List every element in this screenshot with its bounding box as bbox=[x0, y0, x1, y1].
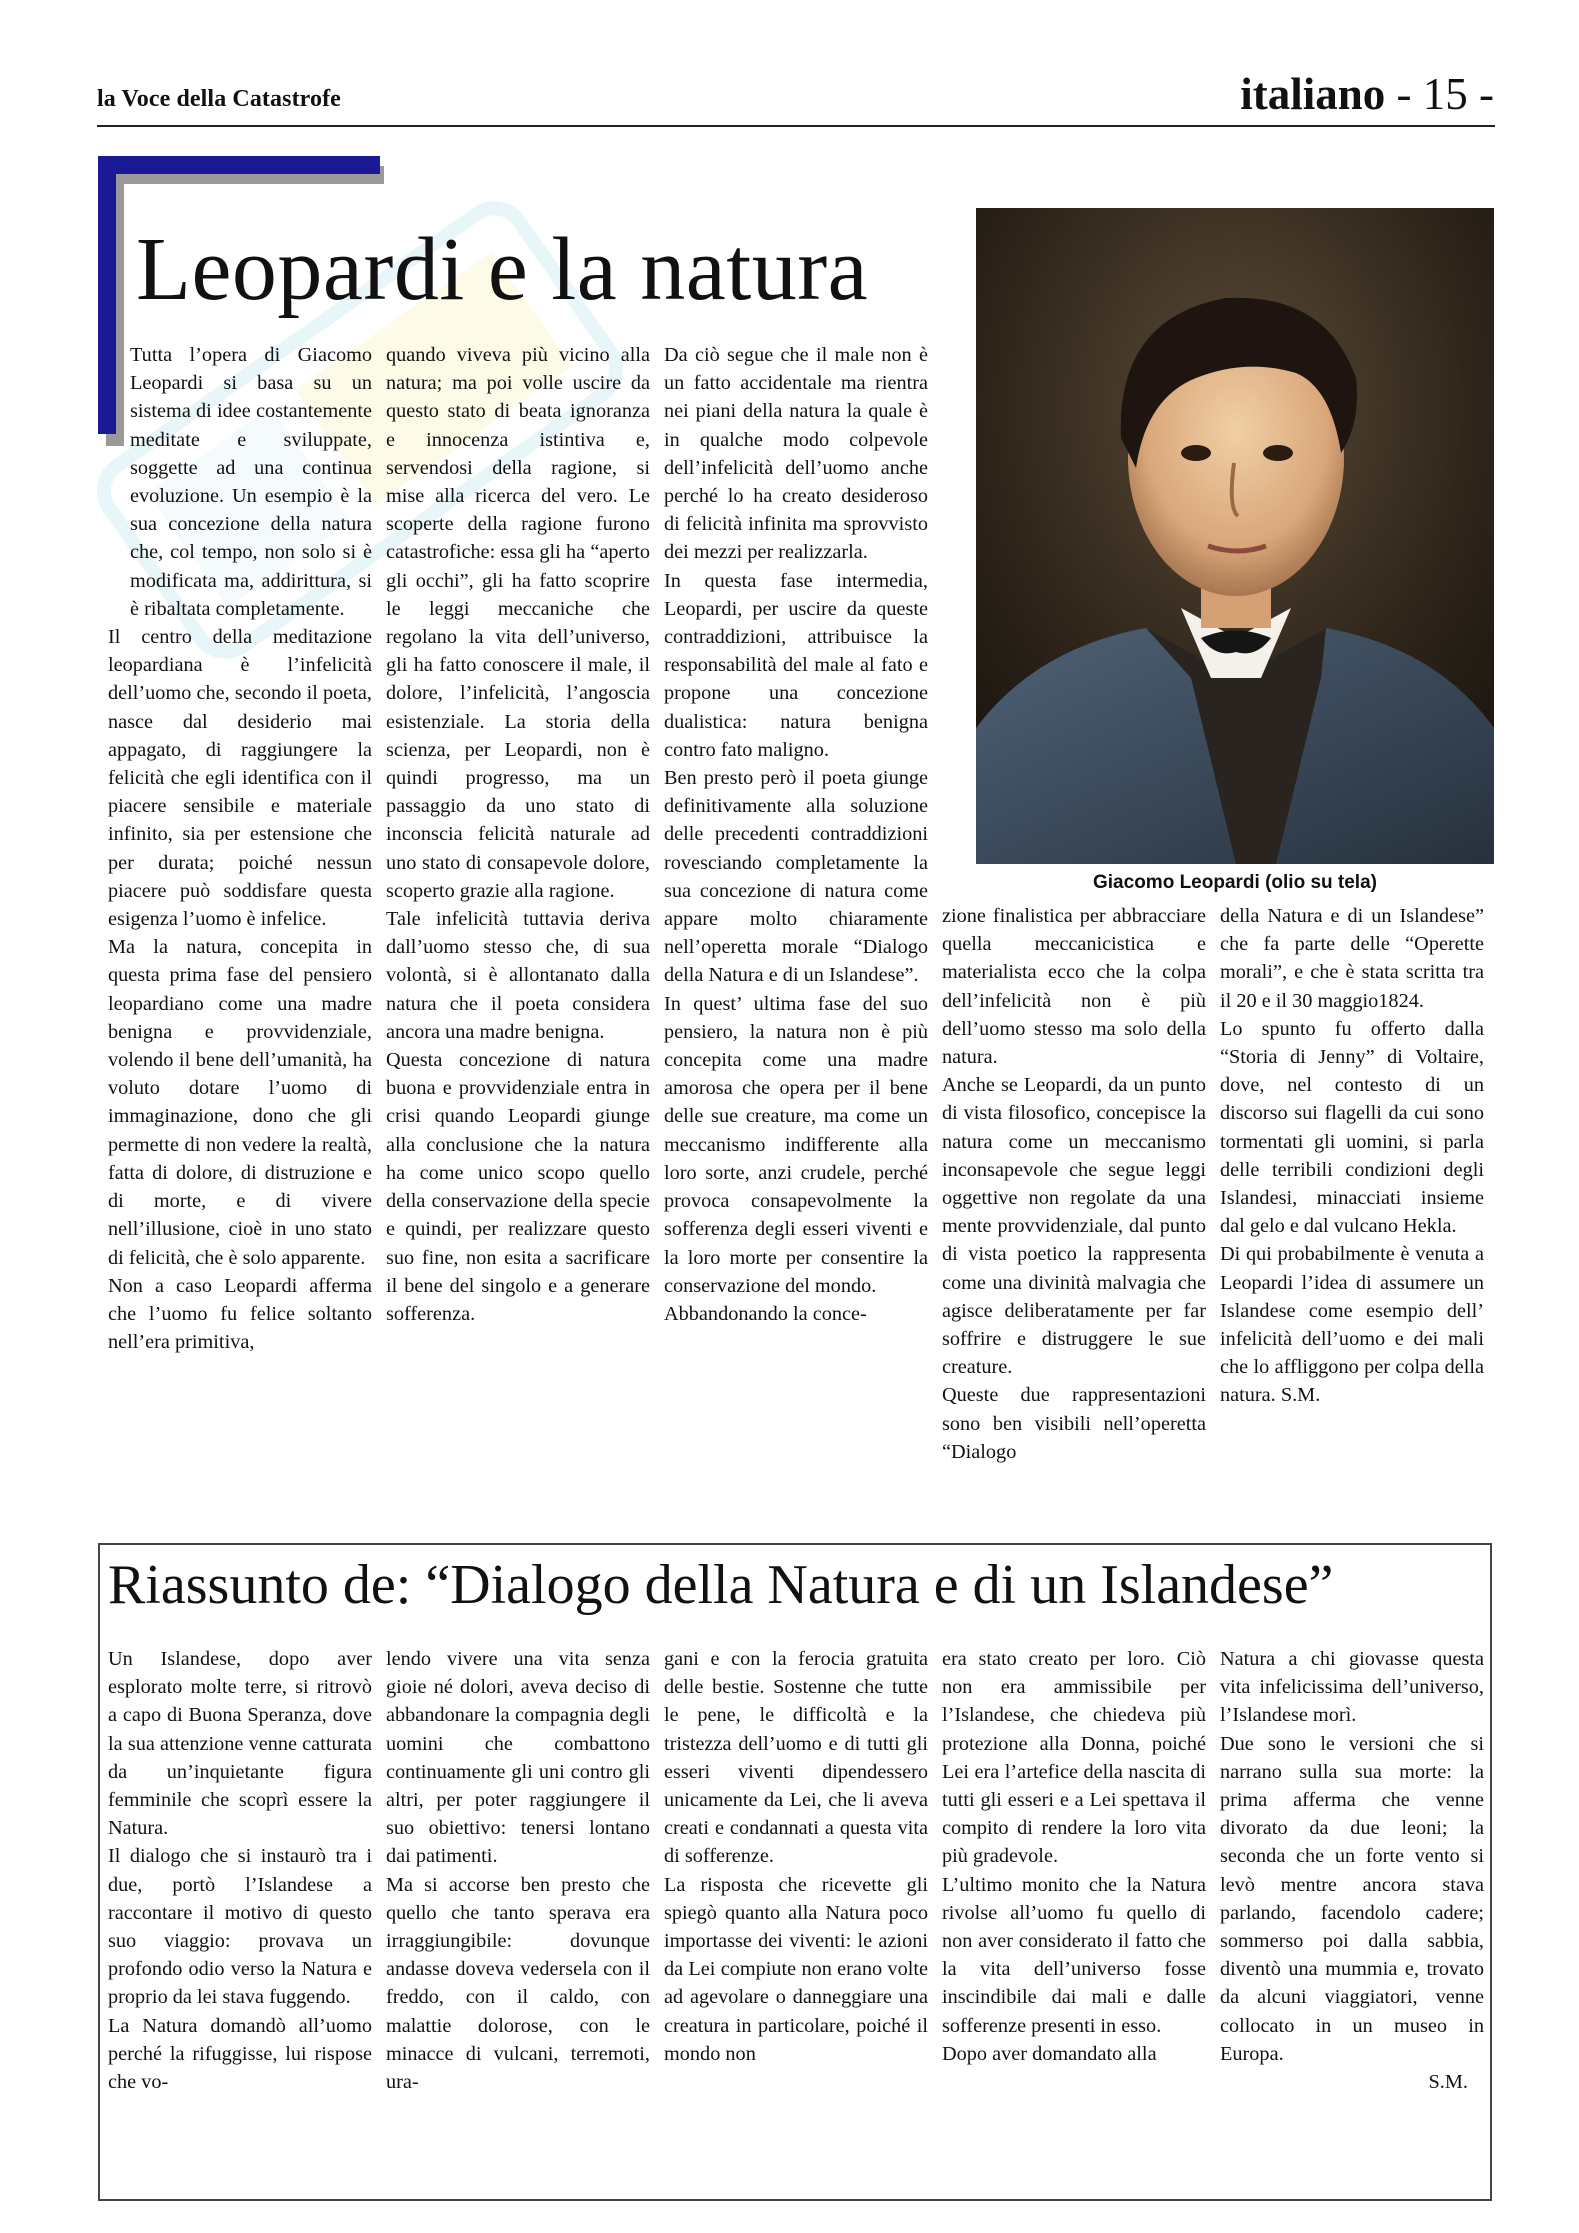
paragraph: Dopo aver domandato alla bbox=[942, 2042, 1157, 2065]
paragraph: quando viveva più vicino alla natura; ma poi volle uscire da questo stato di beata ignoranza e innocenza istintiva e, servendosi della ragione, si mise alla ricerca del vero. Le scoperte della ragione furono catastrofiche: essa gli ha “aperto gli occhi”, gli ha fatto scoprire le leggi meccaniche che regolano la vita dell’universo, gli ha fatto conoscere il male, il dolore, l’infelicità, l’angoscia esistenziale. La storia della scienza, per Leopardi, non è quindi progresso, ma un passaggio da uno stato di inconscia felicità naturale ad uno stato di consapevole dolore, scoperto grazie alla ragione. bbox=[386, 344, 650, 902]
article1-column-4 bbox=[942, 902, 1206, 1466]
paragraph: Ma la natura, concepita in questa prima fase del pensiero leopardiano come una madre benigna e provvidenziale, volendo il bene dell’umanità, ha voluto dotare l’uomo di immaginazione, dono che gli permette di non vedere la realtà, fatta di dolore, di distruzione e di morte, e di vivere nell’illusione, cioè in uno stato di felicità, che è solo apparente. bbox=[108, 936, 372, 1269]
article1-column-1 bbox=[108, 341, 372, 1356]
article-title: Leopardi e la natura bbox=[136, 220, 869, 319]
summary-title: Riassunto de: “Dialogo della Natura e di un Islandese” bbox=[108, 1554, 1334, 1616]
paragraph: Un Islandese, dopo aver esplorato molte terre, si ritrovò a capo di Buona Speranza, dove la sua attenzione venne catturata da un’inquietante figura femminile che scoprì essere la Natura. bbox=[108, 1648, 372, 1840]
paragraph: Natura a chi giovasse questa vita infelicissima dell’universo, l’Islandese morì. bbox=[1220, 1648, 1484, 1727]
paragraph: Questa concezione di natura buona e provvidenziale entra in crisi quando Leopardi giunge alla conclusione che la natura ha come unico scopo quello della conservazione della specie e quindi, per realizzare questo suo fine, non esita a sacrificare il bene del singolo e a generare sofferenza. bbox=[386, 1049, 650, 1325]
paragraph: Abbandonando la conce- bbox=[664, 1302, 867, 1325]
page-header-right bbox=[1240, 68, 1494, 120]
paragraph: Il dialogo che si instaurò tra i due, portò l’Islandese a raccontare il motivo di questo suo viaggio: provava un profondo odio verso la Natura e proprio da lei stava fuggendo. bbox=[108, 1845, 372, 2009]
paragraph: Il centro della meditazione leopardiana è l’infelicità dell’uomo che, secondo il poeta, nasce dal desiderio mai appagato, di raggiungere la felicità che egli identifica con il piacere sensibile e materiale infinito, sia per estensione che per durata; poiché nessun piacere può soddisfare questa esigenza l’uomo è infelice. bbox=[108, 626, 372, 931]
article1-column-5 bbox=[1220, 902, 1484, 1410]
paragraph: L’ultimo monito che la Natura rivolse all’uomo fu quello di non aver considerato il fatto che la vita dell’universo fosse inscindibile dai mali e dalle sofferenze presenti in esso. bbox=[942, 1873, 1206, 2037]
paragraph: Anche se Leopardi, da un punto di vista filosofico, concepisce la natura come un meccanismo inconsapevole che segue leggi oggettive non regolate da una mente provvidenziale, dal punto di vista poetico la rappresenta come una divinità malvagia che agisce deliberatamente per far soffrire e distruggere le sue creature. bbox=[942, 1074, 1206, 1379]
paragraph: era stato creato per loro. Ciò non era ammissibile per l’Islandese, che chiedeva più protezione alla Donna, poiché Lei era l’artefice della nascita di tutti gli esseri e a Lei spettava il compito di rendere la loro vita più gradevole. bbox=[942, 1648, 1206, 1868]
paragraph: della Natura e di un Islandese” che fa parte delle “Operette morali”, e che è stata scritta tra il 20 e il 30 maggio1824. bbox=[1220, 905, 1484, 1012]
paragraph: Ben presto però il poeta giunge definitivamente alla soluzione delle precedenti contraddizioni rovesciando completamente la sua concezione di natura come appare molto chiaramente nell’operetta morale “Dialogo della Natura e di un Islandese”. bbox=[664, 767, 928, 987]
paragraph: Tale infelicità tuttavia deriva dall’uomo stesso che, di sua volontà, si è allontanato dalla natura che il poeta considera ancora una madre benigna. bbox=[386, 908, 650, 1043]
article2-column-4 bbox=[942, 1645, 1206, 2068]
page-number: - 15 - bbox=[1396, 69, 1494, 119]
article2-column-3 bbox=[664, 1645, 928, 2068]
paragraph: Lo spunto fu offerto dalla “Storia di Jenny” di Voltaire, dove, nel contesto di un discorso sui flagelli da cui sono tormentati gli uomini, si parla delle terribili condizioni degli Islandesi, minacciati insieme dal gelo e dal vulcano Hekla. bbox=[1220, 1017, 1484, 1238]
article1-column-2 bbox=[386, 341, 650, 1328]
paragraph: gani e con la ferocia gratuita delle bestie. Sostenne che tutte le pene, le difficoltà e la tristezza dell’uomo e di tutti gli esseri viventi dipendessero unicamente da Lei, che li aveva creati e condannati a questa vita di sofferenze. bbox=[664, 1648, 928, 1868]
paragraph: Due sono le versioni che si narrano sulla sua morte: la prima afferma che venne divorato da due leoni; la seconda che un forte vento si levò mentre ancora stava parlando, facendolo cadere; sommerso poi dalla sabbia, diventò una mummia e, trovato da alcuni viaggiatori, venne collocato in un museo in Europa. bbox=[1220, 1732, 1484, 2065]
paragraph: In quest’ ultima fase del suo pensiero, la natura non è più concepita come una madre amorosa che opera per il bene delle sue creature, ma come un meccanismo indifferente alla loro sorte, anzi crudele, perché provoca consapevolmente la sofferenza degli esseri viventi e la loro morte per consentire la conservazione del mondo. bbox=[664, 992, 928, 1297]
paragraph: Di qui probabilmente è venuta a Leopardi l’idea di assumere un Islandese come esempio dell’ infelicità dell’uomo e dei mali che lo affliggono per colpa della natura. S.M. bbox=[1220, 1243, 1484, 1407]
article2-column-2 bbox=[386, 1645, 650, 2096]
paragraph: Ma si accorse ben presto che quello che tanto sperava era irraggiungibile: dovunque andasse doveva vedersela con il freddo, con il caldo, con malattie dolorose, con le minacce di vulcani, terremoti, ura- bbox=[386, 1873, 650, 2094]
paragraph: La Natura domandò all’uomo perché la rifuggisse, lui rispose che vo- bbox=[108, 2014, 372, 2094]
article2-column-5 bbox=[1220, 1645, 1484, 2096]
article2-column-1 bbox=[108, 1645, 372, 2096]
author-signature: S.M. bbox=[1428, 2071, 1468, 2094]
paragraph: Tutta l’opera di Giacomo Leopardi si basa su un sistema di idee costantemente meditate e sviluppate, soggette ad una continua evoluzione. Un esempio è la sua concezione della natura che, col tempo, non solo si è modificata ma, addirittura, si è ribaltata completamente. bbox=[130, 344, 372, 620]
section-name: italiano bbox=[1240, 69, 1386, 119]
publication-name: la Voce della Catastrofe bbox=[97, 86, 341, 112]
paragraph: zione finalistica per abbracciare quella meccanicistica e materialista ecco che la colpa dell’infelicità non è più dell’uomo stesso ma solo della natura. bbox=[942, 905, 1206, 1069]
leopardi-portrait-image bbox=[976, 208, 1494, 864]
paragraph: La risposta che ricevette gli spiegò quanto alla Natura poco importasse dei viventi: le azioni da Lei compiute non erano volte ad agevolare o danneggiare una creatura in particolare, poiché il mondo non bbox=[664, 1873, 928, 2065]
paragraph: Da ciò segue che il male non è un fatto accidentale ma rientra nei piani della natura la quale è in qualche modo colpevole dell’infelicità dell’uomo anche perché lo ha creato desideroso di felicità infinita ma sprovvisto dei mezzi per realizzarla. bbox=[664, 344, 928, 564]
paragraph: lendo vivere una vita senza gioie né dolori, aveva deciso di abbandonare la compagnia degli uomini che combattono continuamente gli uni contro gli altri, per poter raggiungere il suo obiettivo: tenersi lontano dai patimenti. bbox=[386, 1648, 650, 1868]
title-bracket bbox=[98, 156, 380, 174]
paragraph: Queste due rappresentazioni sono ben visibili nell’operetta “Dialogo bbox=[942, 1384, 1206, 1463]
image-caption: Giacomo Leopardi (olio su tela) bbox=[1093, 872, 1377, 893]
article1-column-3 bbox=[664, 341, 928, 1328]
paragraph: Non a caso Leopardi afferma che l’uomo fu felice soltanto nell’era primitiva, bbox=[108, 1274, 372, 1354]
paragraph: In questa fase intermedia, Leopardi, per uscire da queste contraddizioni, attribuisce la responsabilità del male al fato e propone una concezione dualistica: natura benigna contro fato maligno. bbox=[664, 569, 928, 761]
header-divider bbox=[97, 125, 1495, 127]
